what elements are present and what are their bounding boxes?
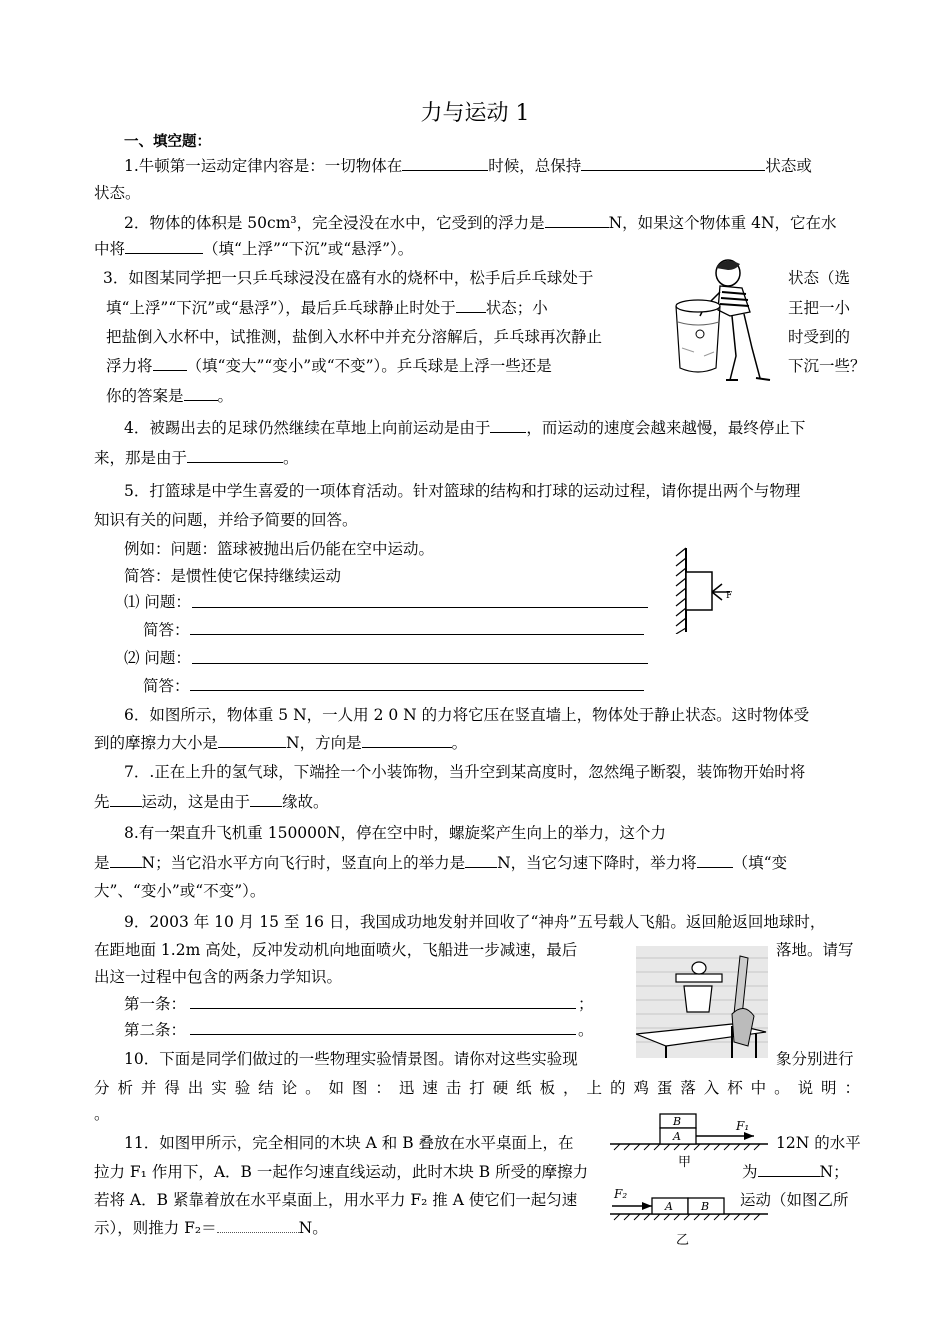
q3-line1: 3．如图某同学把一只乒乓球浸没在盛有水的烧杯中，松手后乒乓球处于 — [103, 269, 594, 287]
q9-item2-end: 。 — [578, 1021, 594, 1039]
q11-line3-right: 运动（如图乙所 — [740, 1191, 849, 1209]
q9-line3: 出这一过程中包含的两条力学知识。 — [94, 968, 343, 986]
q6-line2: 到的摩擦力大小是 N，方向是 。 — [94, 734, 468, 752]
q11-line1: 11．如图甲所示，完全相同的木块 A 和 B 叠放在水平桌面上，在 — [124, 1134, 574, 1152]
q5-line1: 5．打篮球是中学生喜爱的一项体育活动。针对篮球的结构和打球的运动过程，请你提出两个与物理 — [124, 482, 801, 500]
q10-line3: 。 — [94, 1105, 110, 1123]
q2-line2: 中将 （填“上浮”“下沉”或“悬浮”）。 — [94, 240, 414, 258]
q9-line1: 9．2003 年 10 月 15 至 16 日，我国成功地发射并回收了“神舟”五号载人飞船。返回舱返回地球时， — [124, 913, 826, 931]
figure-label-yi: 乙 — [676, 1233, 690, 1248]
q2-line1: 2．物体的体积是 50cm³，完全浸没在水中，它受到的浮力是 N，如果这个物体重 4N，它在水 — [124, 214, 837, 232]
q4-line1: 4．被踢出去的足球仍然继续在草地上向前运动是由于 ，而运动的速度会越来越慢，最终停止下 — [124, 419, 806, 437]
wall-force-label: F — [726, 591, 733, 601]
q5-question1-label: ⑴ 问题： — [124, 593, 191, 611]
q5-example-answer: 简答：是惯性使它保持继续运动 — [124, 567, 342, 585]
q9-item2-line — [190, 1034, 576, 1035]
q10-line2: 分析并得出实验结论。如图：迅速击打硬纸板，上的鸡蛋落入杯中。说明： — [94, 1079, 860, 1097]
q3-line4: 浮力将 （填“变大”“变小”或“不变”）。乒乓球是上浮一些还是 — [106, 357, 552, 375]
force-f2-label: F₂ — [614, 1187, 628, 1201]
q11-line1-right: 12N 的水平 — [776, 1134, 861, 1152]
block-a-label-yi: A — [665, 1200, 673, 1213]
q10-line1-right: 象分别进行 — [776, 1050, 854, 1068]
q9-line2-right: 落地。请写 — [776, 941, 854, 959]
q5-answer2-line — [190, 690, 644, 691]
q5-line2: 知识有关的问题，并给予简要的回答。 — [94, 511, 358, 529]
q5-question1-line — [192, 607, 648, 608]
q7-line2: 先 运动，这是由于 缘故。 — [94, 793, 329, 811]
blocks-figure-yi — [606, 1182, 772, 1250]
beaker-person-illustration — [664, 256, 782, 384]
q3-line3-right: 时受到的 — [788, 328, 851, 346]
q5-answer1-label: 简答： — [143, 621, 190, 639]
q9-line2: 在距地面 1.2m 高处，反冲发动机向地面喷火，飞船进一步减速，最后 — [94, 941, 578, 959]
q3-line2-right: 王把一小 — [788, 299, 851, 317]
q8-line2: 是 N；当它沿水平方向飞行时，竖直向上的举力是 N，当它匀速下降时，举力将 （填“变 — [94, 854, 788, 872]
force-f1-label: F₁ — [736, 1119, 750, 1133]
q5-example-question: 例如：问题：篮球被抛出后仍能在空中运动。 — [124, 540, 435, 558]
q1-line1: 1.牛顿第一运动定律内容是：一切物体在 时候，总保持 状态或 — [124, 157, 812, 175]
q9-item1-end: ； — [578, 995, 594, 1013]
q8-line3: 大”、“变小”或“不变”）。 — [94, 882, 266, 900]
figure-label-jia: 甲 — [678, 1155, 692, 1170]
q11-line2: 拉力 F₁ 作用下，A．B 一起作匀速直线运动，此时木块 B 所受的摩擦力 — [94, 1163, 589, 1181]
wall-block-diagram — [672, 546, 742, 634]
q11-line4: 示），则推力 F₂＝ N。 — [94, 1219, 328, 1237]
q1-line2: 状态。 — [94, 184, 141, 202]
q9-item2-label: 第二条： — [124, 1021, 187, 1039]
q7-line1: 7．.正在上升的氢气球，下端拴一个小装饰物，当升空到某高度时，忽然绳子断裂，装饰物开始时将 — [124, 763, 806, 781]
block-b-label-jia: B — [673, 1115, 682, 1128]
block-b-label-yi: B — [701, 1200, 710, 1213]
page-title: 力与运动 1 — [420, 101, 530, 126]
q8-line1: 8.有一架直升飞机重 150000N，停在空中时，螺旋桨产生向上的举力，这个力 — [124, 824, 666, 842]
q9-item1-line — [190, 1008, 576, 1009]
q5-question2-label: ⑵ 问题： — [124, 649, 191, 667]
q3-line4-right: 下沉一些？ — [788, 357, 866, 375]
q10-line1: 10．下面是同学们做过的一些物理实验情景图。请你对这些实验现 — [124, 1050, 578, 1068]
q5-question2-line — [192, 663, 648, 664]
q3-line3: 把盐倒入水杯中，试推测，盐倒入水杯中并充分溶解后，乒乓球再次静止 — [106, 328, 603, 346]
q11-line2-right: 为 N； — [742, 1163, 849, 1181]
blocks-figure-jia — [606, 1108, 772, 1172]
block-a-label-jia: A — [673, 1130, 681, 1143]
q11-line3: 若将 A．B 紧靠着放在水平桌面上，用水平力 F₂ 推 A 使它们一起匀速 — [94, 1191, 578, 1209]
q9-item1-label: 第一条： — [124, 995, 187, 1013]
q5-answer1-line — [190, 634, 644, 635]
q3-line5: 你的答案是 。 — [106, 387, 234, 405]
section-heading: 一、填空题： — [124, 134, 211, 150]
q6-line1: 6．如图所示，物体重 5 N，一人用 2 0 N 的力将它压在竖直墙上，物体处于静止状态。这时物体受 — [124, 706, 810, 724]
q3-line2: 填“上浮”“下沉”或“悬浮”），最后乒乓球静止时处于 状态；小 — [106, 299, 548, 317]
q4-line2: 来，那是由于 。 — [94, 449, 299, 467]
q3-line1-right: 状态（选 — [788, 269, 851, 287]
q5-answer2-label: 简答： — [143, 677, 190, 695]
egg-card-experiment-photo — [636, 946, 768, 1058]
